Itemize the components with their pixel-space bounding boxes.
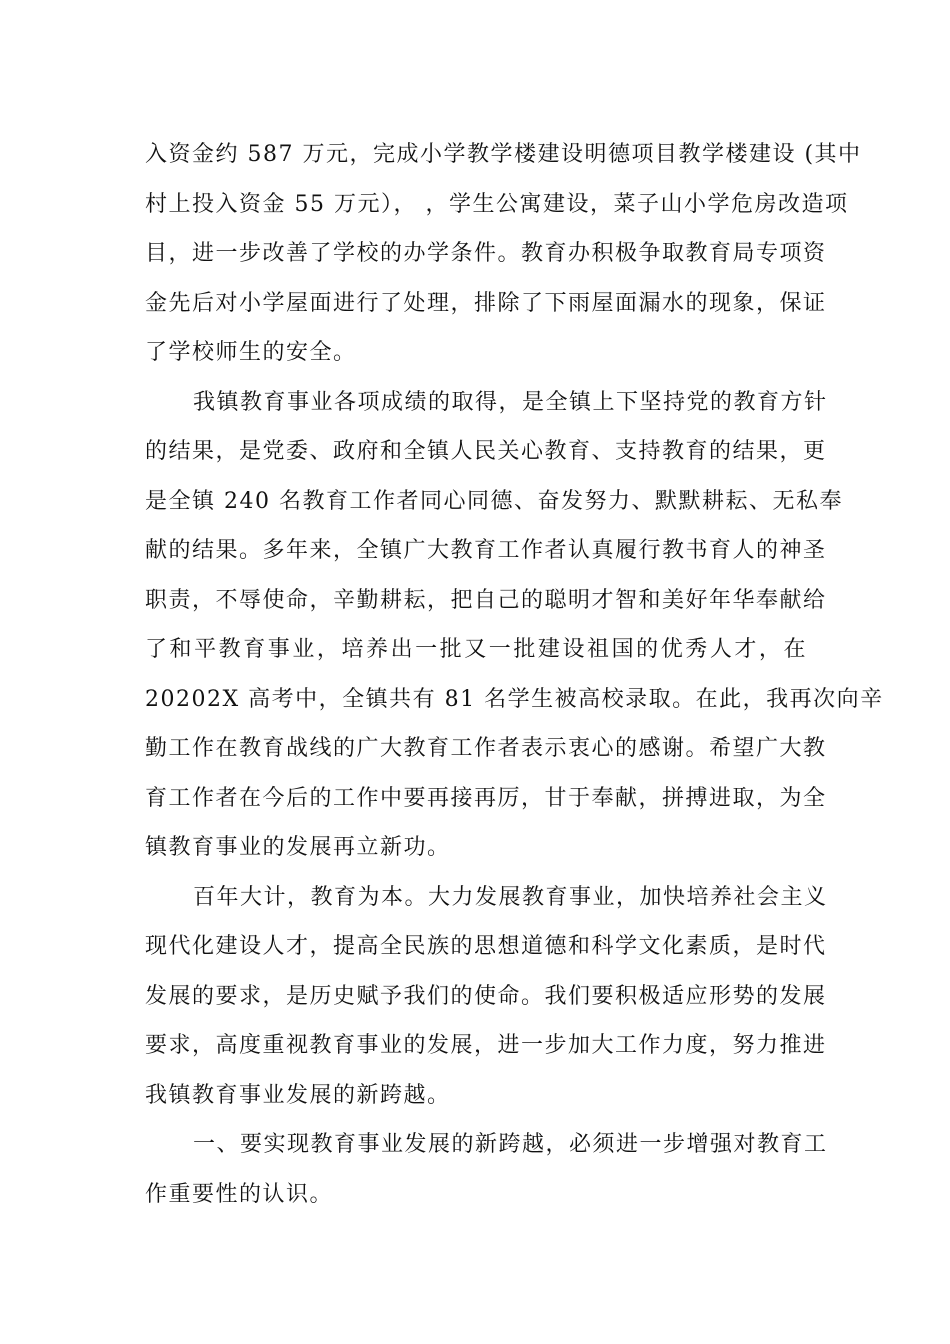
text-line: 职责，不辱使命，辛勤耕耘，把自己的聪明才智和美好年华奉献给 [145,587,827,613]
text-line: 育工作者在今后的工作中要再接再厉，甘于奉献，拼搏进取，为全 [145,785,827,811]
paragraph-1 [145,130,862,378]
text-line: 一、要实现教育事业发展的新跨越，必须进一步增强对教育工 [193,1132,828,1157]
text-line: 现代化建设人才，提高全民族的思想道德和科学文化素质，是时代 [145,934,827,959]
text-line: 目，进一步改善了学校的办学条件。教育办积极争取教育局专项资 [145,241,827,266]
paragraph-2 [145,378,884,873]
text-line: 了学校师生的安全。 [145,340,357,365]
text-line: 百年大计，教育为本。大力发展教育事业，加快培养社会主义 [193,884,828,910]
text-line: 我镇教育事业发展的新跨越。 [145,1082,451,1108]
text-line: 是全镇 240 名教育工作者同心同德、奋发努力、默默耕耘、无私奉 [145,488,843,514]
text-line: 了和平教育事业，培养出一批又一批建设祖国的优秀人才，在 [145,637,807,662]
text-line: 发展的要求，是历史赋予我们的使命。我们要积极适应形势的发展 [145,983,827,1009]
text-line: 我镇教育事业各项成绩的取得，是全镇上下坚持党的教育方针 [193,389,828,415]
text-line: 作重要性的认识。 [145,1181,334,1207]
text-line: 20202X 高考中，全镇共有 81 名学生被高校录取。在此，我再次向辛 [145,686,884,712]
paragraph-3 [145,873,828,1121]
text-line: 村上投入资金 55 万元）， ，学生公寓建设，菜子山小学危房改造项 [145,191,849,217]
text-line: 要求，高度重视教育事业的发展，进一步加大工作力度，努力推进 [145,1033,827,1058]
document-body [145,130,884,1219]
text-line: 献的结果。多年来，全镇广大教育工作者认真履行教书育人的神圣 [145,538,827,563]
paragraph-4 [145,1120,828,1219]
text-line: 勤工作在教育战线的广大教育工作者表示衷心的感谢。希望广大教 [145,736,827,761]
text-line: 金先后对小学屋面进行了处理，排除了下雨屋面漏水的现象，保证 [145,290,827,316]
text-line: 镇教育事业的发展再立新功。 [145,835,451,860]
text-line: 入资金约 587 万元，完成小学教学楼建设明德项目教学楼建设 (其中 [145,142,862,167]
text-line: 的结果，是党委、政府和全镇人民关心教育、支持教育的结果，更 [145,439,827,464]
